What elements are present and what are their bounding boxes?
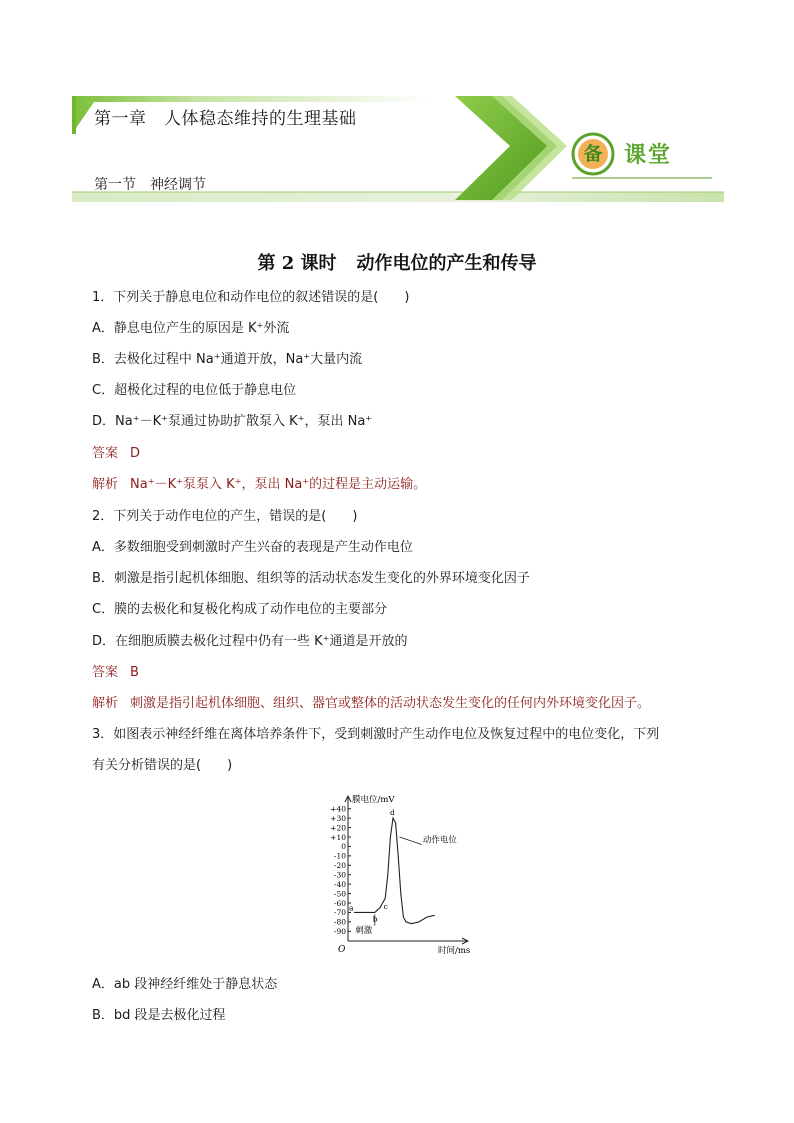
q2-answer bbox=[92, 664, 139, 682]
y-tick-label: -20 bbox=[333, 861, 346, 871]
series-label: 动作电位 bbox=[422, 835, 457, 846]
q2-option-c: C．膜的去极化和复极化构成了动作电位的主要部分 bbox=[92, 602, 388, 617]
q2-option-b: B．刺激是指引起机体细胞、组织等的活动状态发生变化的外界环境变化因子 bbox=[92, 571, 530, 586]
action-potential-curve bbox=[354, 818, 435, 924]
q1-answer-value: D bbox=[130, 446, 141, 461]
q1-option-a: A．静息电位产生的原因是 K⁺外流 bbox=[92, 321, 290, 336]
y-tick-label: 0 bbox=[341, 842, 346, 852]
membrane-potential-chart bbox=[318, 788, 478, 958]
series-label-leader bbox=[400, 837, 422, 845]
badge-character: 备 bbox=[583, 143, 603, 165]
y-axis-label: 膜电位/mV bbox=[352, 795, 395, 805]
y-tick-label: -40 bbox=[333, 879, 346, 889]
q2-answer-value: B bbox=[130, 665, 139, 680]
q2-stem: 2．下列关于动作电位的产生，错误的是( ) bbox=[92, 509, 358, 524]
y-tick-label: -50 bbox=[333, 889, 346, 899]
point-label-b: b bbox=[372, 914, 378, 924]
y-tick-label: +10 bbox=[330, 832, 346, 842]
chart-annotations bbox=[338, 794, 470, 956]
section-title: 第一节 神经调节 bbox=[94, 177, 206, 193]
y-tick-label: -90 bbox=[333, 927, 346, 937]
q2-analysis-text: 刺激是指引起机体细胞、组织、器官或整体的活动状态发生变化的任何内外环境变化因子。 bbox=[130, 696, 651, 711]
q3-stem-line-2: 有关分析错误的是( ) bbox=[92, 758, 233, 773]
lesson-number: 第 2 课时 bbox=[257, 253, 337, 274]
lesson-title bbox=[0, 249, 794, 275]
origin-label: O bbox=[338, 945, 346, 955]
q1-analysis bbox=[92, 476, 426, 494]
lesson-name: 动作电位的产生和传导 bbox=[356, 253, 537, 274]
q2-analysis-label: 解析 bbox=[92, 696, 119, 711]
y-tick-label: -10 bbox=[333, 851, 346, 861]
badge-word: 课堂 bbox=[624, 143, 673, 168]
q1-analysis-label: 解析 bbox=[92, 477, 119, 492]
x-axis-label: 时间/ms bbox=[438, 946, 471, 956]
point-label-c: c bbox=[383, 901, 388, 911]
point-label-a: a bbox=[349, 903, 354, 913]
y-tick-label: +30 bbox=[330, 813, 346, 823]
y-tick-label: -30 bbox=[333, 870, 346, 880]
q1-option-c: C．超极化过程的电位低于静息电位 bbox=[92, 383, 297, 398]
q3-stem-line-1: 3．如图表示神经纤维在离体培养条件下，受到刺激时产生动作电位及恢复过程中的电位变化，下列 bbox=[92, 727, 660, 742]
y-tick-label: +40 bbox=[330, 804, 346, 814]
chapter-title: 第一章 人体稳态维持的生理基础 bbox=[94, 109, 357, 129]
point-label-d: d bbox=[390, 808, 395, 818]
q3-option-b: B．bd 段是去极化过程 bbox=[92, 1008, 226, 1023]
q1-option-b: B．去极化过程中 Na⁺通道开放，Na⁺大量内流 bbox=[92, 352, 363, 367]
q2-answer-label: 答案 bbox=[92, 665, 119, 680]
y-tick-label: -70 bbox=[333, 908, 346, 918]
q1-stem: 1．下列关于静息电位和动作电位的叙述错误的是( ) bbox=[92, 290, 410, 305]
y-tick-label: -80 bbox=[333, 917, 346, 927]
y-tick-label: +20 bbox=[330, 823, 346, 833]
q1-answer bbox=[92, 445, 140, 463]
stimulus-label: 刺激 bbox=[355, 926, 373, 937]
y-tick-label: -60 bbox=[333, 898, 346, 908]
q2-analysis bbox=[92, 695, 650, 713]
q1-analysis-text: Na⁺－K⁺泵泵入 K⁺，泵出 Na⁺的过程是主动运输。 bbox=[130, 477, 427, 492]
q1-option-d: D．Na⁺－K⁺泵通过协助扩散泵入 K⁺，泵出 Na⁺ bbox=[92, 414, 373, 429]
q1-answer-label: 答案 bbox=[92, 446, 119, 461]
q3-option-a: A．ab 段神经纤维处于静息状态 bbox=[92, 977, 278, 992]
q2-option-d: D．在细胞质膜去极化过程中仍有一些 K⁺通道是开放的 bbox=[92, 634, 408, 649]
q2-option-a: A．多数细胞受到刺激时产生兴奋的表现是产生动作电位 bbox=[92, 540, 413, 555]
